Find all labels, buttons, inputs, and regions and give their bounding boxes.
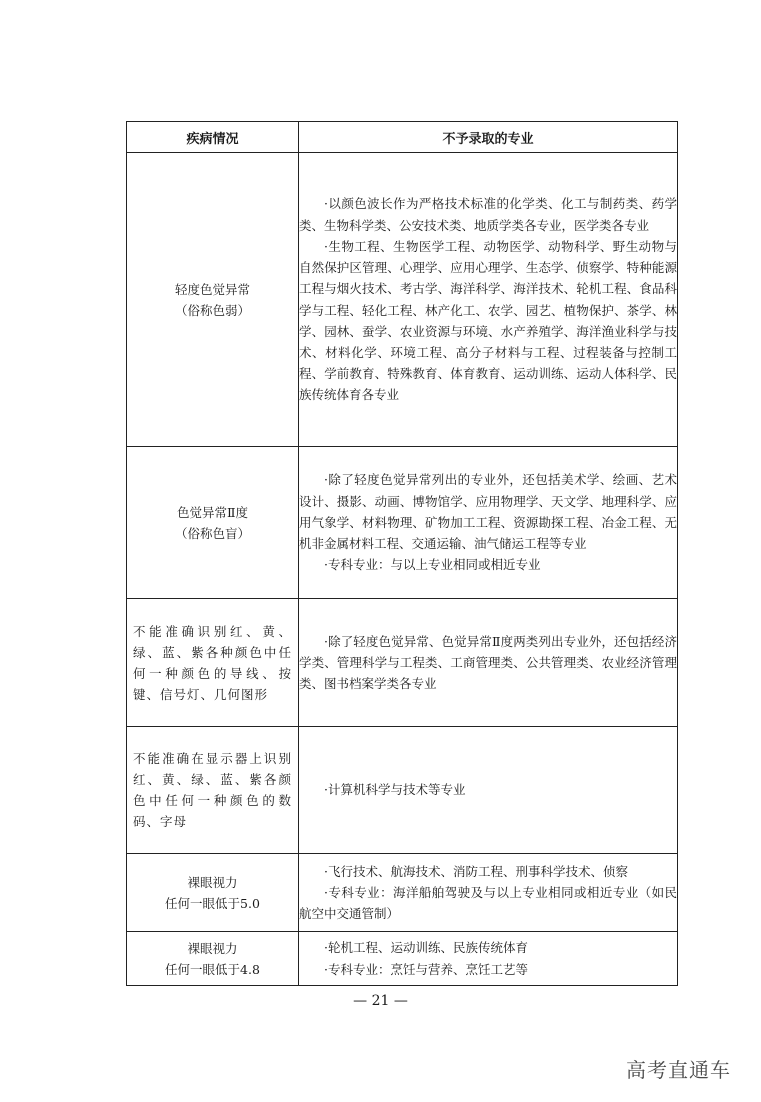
majors-cell: [299, 854, 678, 932]
condition-line: 轻度色觉异常: [174, 281, 250, 297]
majors-cell: [299, 447, 678, 599]
table-row: [127, 932, 678, 986]
table-row: [127, 153, 678, 447]
condition-line: 色觉异常Ⅱ度: [177, 504, 248, 520]
major-item: ·轮机工程、运动训练、民族传统体育: [324, 940, 528, 956]
watermark: 高考直通车: [626, 1058, 731, 1082]
condition-cell: [127, 727, 299, 854]
condition-line: 任何一眼低于4.8: [165, 961, 260, 977]
header-condition: 疾病情况: [127, 122, 299, 153]
major-item: ·生物工程、生物医学工程、动物医学、动物科学、野生动物与自然保护区管理、心理学、应用心理学、生态学、侦察学、特种能源工程与烟火技术、考古学、海洋科学、海洋技术、轮机工程、食品科学与工程、轻化工程、林产化工、农学、园艺、植物保护、茶学、林学、园林、蚕学、农业资源与环境、水产养殖学、海洋渔业科学与技术、材料化学、环境工程、高分子材料与工程、过程装备与控制工程、学前教育、特殊教育、体育教育、运动训练、运动人体科学、民族传统体育各专业: [299, 238, 677, 403]
table-row: [127, 599, 678, 727]
condition-line: 任何一眼低于5.0: [165, 895, 260, 911]
major-item: ·专科专业：与以上专业相同或相近专业: [324, 557, 541, 573]
majors-cell: [299, 153, 678, 447]
condition-line: 裸眼视力: [187, 874, 238, 890]
condition-line: 裸眼视力: [187, 940, 238, 956]
major-item: ·除了轻度色觉异常列出的专业外，还包括美术学、绘画、艺术设计、摄影、动画、博物馆学、应用物理学、天文学、地理科学、应用气象学、材料物理、矿物加工工程、资源勘探工程、冶金工程、无机非金属材料工程、交通运输、油气储运工程等专业: [299, 472, 677, 552]
header-majors: 不予录取的专业: [299, 122, 678, 153]
major-item: ·以颜色波长作为严格技术标准的化学类、化工与制药类、药学类、生物科学类、公安技术类、地质学类各专业，医学类各专业: [299, 196, 677, 233]
table-row: [127, 727, 678, 854]
table-row: [127, 854, 678, 932]
table-header-row: [127, 122, 678, 153]
condition-cell: [127, 153, 299, 447]
majors-cell: [299, 727, 678, 854]
major-item: ·计算机科学与技术等专业: [324, 782, 466, 798]
condition-line: 不能准确识别红、黄、绿、蓝、紫各种颜色中任何一种颜色的导线、按键、信号灯、几何图形: [133, 623, 292, 702]
condition-cell: [127, 854, 299, 932]
table-row: [127, 447, 678, 599]
majors-cell: [299, 932, 678, 986]
condition-cell: [127, 599, 299, 727]
condition-line: （俗称色弱）: [174, 302, 250, 318]
condition-cell: [127, 447, 299, 599]
admission-restriction-table: [126, 121, 678, 986]
condition-line: 不能准确在显示器上识别红、黄、绿、蓝、紫各颜色中任何一种颜色的数码、字母: [133, 751, 292, 829]
major-item: ·专科专业：烹饪与营养、烹饪工艺等: [324, 961, 528, 977]
major-item: ·飞行技术、航海技术、消防工程、刑事科学技术、侦察: [324, 863, 628, 879]
condition-cell: [127, 932, 299, 986]
major-item: ·专科专业：海洋船舶驾驶及与以上专业相同或相近专业（如民航空中交通管制）: [299, 884, 677, 922]
major-item: ·除了轻度色觉异常、色觉异常Ⅱ度两类列出专业外，还包括经济学类、管理科学与工程类、工商管理类、公共管理类、农业经济管理类、图书档案学类各专业: [299, 633, 677, 692]
majors-cell: [299, 599, 678, 727]
page-number: — 21 —: [353, 993, 408, 1009]
condition-line: （俗称色盲）: [174, 525, 250, 541]
